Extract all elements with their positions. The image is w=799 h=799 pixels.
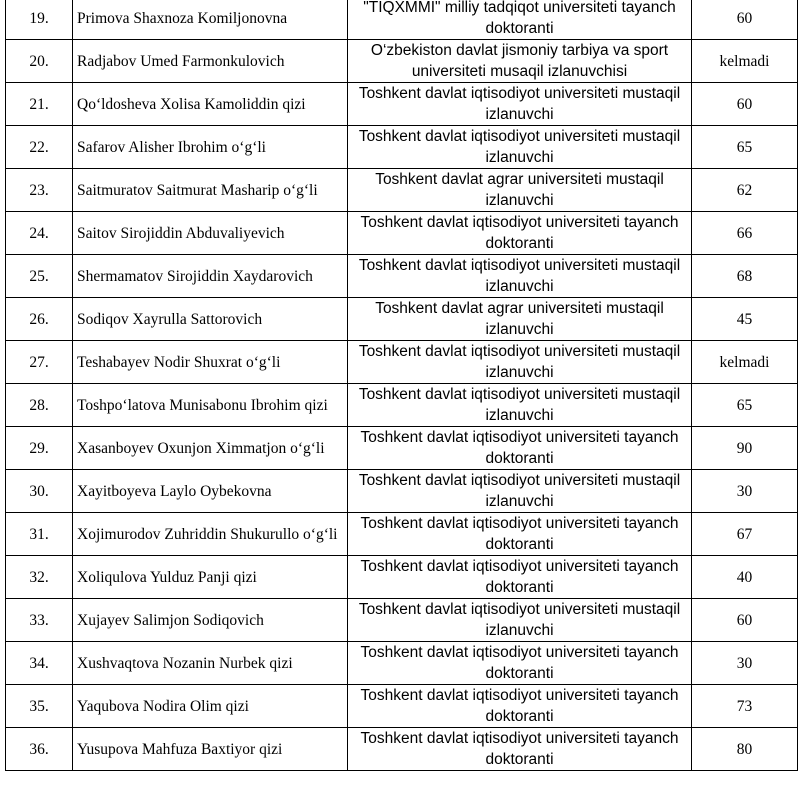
score: kelmadi [692, 40, 798, 83]
table-row [6, 341, 798, 384]
row-number: 30. [6, 470, 73, 513]
score: kelmadi [692, 341, 798, 384]
row-number: 19. [6, 0, 73, 40]
affiliation: O‘zbekiston davlat jismoniy tarbiya va sport universiteti musaqil izlanuvchisi [348, 40, 692, 83]
row-number: 32. [6, 556, 73, 599]
table-row [6, 0, 798, 40]
row-number: 20. [6, 40, 73, 83]
person-name: Teshabayev Nodir Shuxrat o‘g‘li [73, 341, 348, 384]
person-name: Primova Shaxnoza Komiljonovna [73, 0, 348, 40]
table-row [6, 599, 798, 642]
table-row [6, 427, 798, 470]
table-row [6, 83, 798, 126]
affiliation: Toshkent davlat iqtisodiyot universiteti tayanch doktoranti [348, 728, 692, 771]
affiliation: Toshkent davlat iqtisodiyot universiteti mustaqil izlanuvchi [348, 341, 692, 384]
affiliation: Toshkent davlat iqtisodiyot universiteti mustaqil izlanuvchi [348, 83, 692, 126]
person-name: Xujayev Salimjon Sodiqovich [73, 599, 348, 642]
person-name: Saitmuratov Saitmurat Masharip o‘g‘li [73, 169, 348, 212]
table-row [6, 513, 798, 556]
row-number: 23. [6, 169, 73, 212]
person-name: Xoliqulova Yulduz Panji qizi [73, 556, 348, 599]
score: 45 [692, 298, 798, 341]
row-number: 33. [6, 599, 73, 642]
person-name: Radjabov Umed Farmonkulovich [73, 40, 348, 83]
score: 62 [692, 169, 798, 212]
row-number: 24. [6, 212, 73, 255]
affiliation: Toshkent davlat iqtisodiyot universiteti mustaqil izlanuvchi [348, 470, 692, 513]
row-number: 27. [6, 341, 73, 384]
person-name: Shermamatov Sirojiddin Xaydarovich [73, 255, 348, 298]
score: 40 [692, 556, 798, 599]
score: 60 [692, 599, 798, 642]
affiliation: Toshkent davlat agrar universiteti mustaqil izlanuvchi [348, 169, 692, 212]
score: 60 [692, 0, 798, 40]
person-name: Saitov Sirojiddin Abduvaliyevich [73, 212, 348, 255]
affiliation: Toshkent davlat iqtisodiyot universiteti tayanch doktoranti [348, 556, 692, 599]
score: 65 [692, 384, 798, 427]
person-name: Yaqubova Nodira Olim qizi [73, 685, 348, 728]
affiliation: Toshkent davlat iqtisodiyot universiteti tayanch doktoranti [348, 685, 692, 728]
person-name: Xasanboyev Oxunjon Ximmatjon o‘g‘li [73, 427, 348, 470]
affiliation: Toshkent davlat iqtisodiyot universiteti mustaqil izlanuvchi [348, 255, 692, 298]
affiliation: Toshkent davlat agrar universiteti mustaqil izlanuvchi [348, 298, 692, 341]
table-row [6, 470, 798, 513]
table-row [6, 728, 798, 771]
score: 66 [692, 212, 798, 255]
score: 65 [692, 126, 798, 169]
person-name: Qo‘ldosheva Xolisa Kamoliddin qizi [73, 83, 348, 126]
table-row [6, 169, 798, 212]
affiliation: Toshkent davlat iqtisodiyot universiteti tayanch doktoranti [348, 427, 692, 470]
table-row [6, 126, 798, 169]
table-row [6, 685, 798, 728]
person-name: Sodiqov Xayrulla Sattorovich [73, 298, 348, 341]
row-number: 36. [6, 728, 73, 771]
table-row [6, 384, 798, 427]
results-table-body [6, 0, 798, 771]
row-number: 21. [6, 83, 73, 126]
score: 73 [692, 685, 798, 728]
table-row [6, 298, 798, 341]
table-row [6, 40, 798, 83]
affiliation: Toshkent davlat iqtisodiyot universiteti tayanch doktoranti [348, 212, 692, 255]
table-row [6, 556, 798, 599]
person-name: Xushvaqtova Nozanin Nurbek qizi [73, 642, 348, 685]
person-name: Yusupova Mahfuza Baxtiyor qizi [73, 728, 348, 771]
score: 80 [692, 728, 798, 771]
affiliation: Toshkent davlat iqtisodiyot universiteti mustaqil izlanuvchi [348, 384, 692, 427]
row-number: 35. [6, 685, 73, 728]
row-number: 28. [6, 384, 73, 427]
row-number: 29. [6, 427, 73, 470]
row-number: 26. [6, 298, 73, 341]
person-name: Safarov Alisher Ibrohim o‘g‘li [73, 126, 348, 169]
score: 67 [692, 513, 798, 556]
score: 30 [692, 642, 798, 685]
score: 60 [692, 83, 798, 126]
table-row [6, 642, 798, 685]
affiliation: Toshkent davlat iqtisodiyot universiteti mustaqil izlanuvchi [348, 599, 692, 642]
score: 90 [692, 427, 798, 470]
score: 30 [692, 470, 798, 513]
table-row [6, 212, 798, 255]
row-number: 22. [6, 126, 73, 169]
table-row [6, 255, 798, 298]
row-number: 31. [6, 513, 73, 556]
affiliation: Toshkent davlat iqtisodiyot universiteti tayanch doktoranti [348, 513, 692, 556]
row-number: 25. [6, 255, 73, 298]
results-table [5, 0, 798, 771]
affiliation: "TIQXMMI" milliy tadqiqot universiteti tayanch doktoranti [348, 0, 692, 40]
person-name: Xayitboyeva Laylo Oybekovna [73, 470, 348, 513]
person-name: Toshpo‘latova Munisabonu Ibrohim qizi [73, 384, 348, 427]
affiliation: Toshkent davlat iqtisodiyot universiteti mustaqil izlanuvchi [348, 126, 692, 169]
row-number: 34. [6, 642, 73, 685]
person-name: Xojimurodov Zuhriddin Shukurullo o‘g‘li [73, 513, 348, 556]
affiliation: Toshkent davlat iqtisodiyot universiteti tayanch doktoranti [348, 642, 692, 685]
score: 68 [692, 255, 798, 298]
